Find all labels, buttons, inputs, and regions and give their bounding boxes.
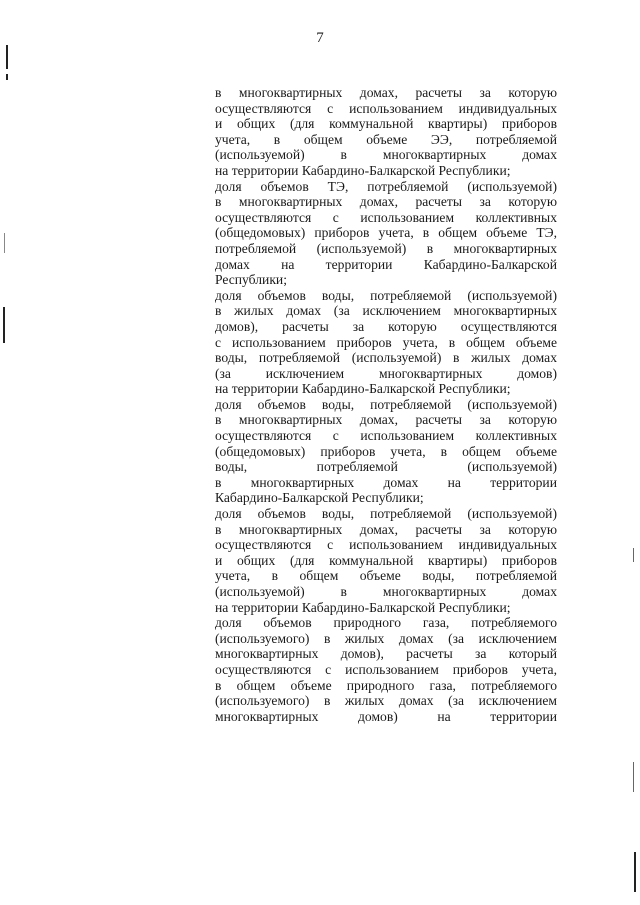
text-line: учета, в общем объеме воды, потребляемой: [215, 568, 557, 584]
page-number: 7: [316, 30, 324, 46]
text-line: в многоквартирных домах на территории: [215, 474, 557, 490]
text-line: в жилых домах (за исключением многоквартирных: [215, 303, 557, 319]
scan-mark-left-top: [6, 45, 8, 69]
text-line: учета, в общем объеме ЭЭ, потребляемой: [215, 131, 557, 147]
text-line: в многоквартирных домах, расчеты за которую: [215, 194, 557, 210]
text-line: Республики;: [215, 272, 287, 288]
text-line: домах на территории Кабардино-Балкарской: [215, 256, 557, 272]
text-line: воды, потребляемой (используемой) в жилых домах: [215, 350, 557, 366]
text-line: (используемого) в жилых домах (за исключением: [215, 693, 557, 709]
text-line: в многоквартирных домах, расчеты за которую: [215, 85, 557, 100]
text-line: доля объемов воды, потребляемой (используемой): [215, 396, 557, 412]
text-line: потребляемой (используемой) в многоквартирных: [215, 240, 557, 256]
text-line: (за исключением многоквартирных домов): [215, 365, 557, 381]
text-line: Кабардино-Балкарской Республики;: [215, 490, 424, 506]
scan-mark-right-3: [634, 852, 636, 892]
text-line: (общедомовых) приборов учета, в общем объеме: [215, 443, 557, 459]
text-line: многоквартирных домов) на территории: [215, 708, 557, 724]
text-line: доля объемов природного газа, потребляемого: [215, 615, 557, 631]
text-line: осуществляются с использованием приборов учета,: [215, 661, 557, 677]
text-line: (используемого) в жилых домах (за исключением: [215, 630, 557, 646]
text-line: доля объемов воды, потребляемой (используемой): [215, 506, 557, 522]
text-line: на территории Кабардино-Балкарской Республики;: [215, 599, 511, 615]
text-line: доля объемов воды, потребляемой (используемой): [215, 287, 557, 303]
scan-mark-right-2: [633, 762, 634, 792]
text-line: осуществляются с использованием индивидуальных: [215, 537, 557, 553]
body-text: [215, 85, 557, 724]
scan-mark-left-top-dot: [6, 74, 8, 80]
scan-mark-right-1: [633, 548, 634, 562]
text-line: и общих (для коммунальной квартиры) приборов: [215, 116, 557, 132]
text-line: воды, потребляемой (используемой): [215, 459, 557, 475]
scan-mark-left-low: [3, 307, 5, 343]
text-line: в общем объеме природного газа, потребляемого: [215, 677, 557, 693]
text-line: (используемой) в многоквартирных домах: [215, 584, 557, 599]
text-line: осуществляются с использованием коллективных: [215, 428, 557, 444]
text-line: в многоквартирных домах, расчеты за которую: [215, 412, 557, 428]
text-line: на территории Кабардино-Балкарской Республики;: [215, 381, 511, 397]
text-line: с использованием приборов учета, в общем объеме: [215, 334, 557, 350]
text-line: в многоквартирных домах, расчеты за которую: [215, 521, 557, 537]
text-line: (общедомовых) приборов учета, в общем объеме ТЭ,: [215, 225, 557, 241]
text-line: на территории Кабардино-Балкарской Республики;: [215, 162, 511, 178]
text-line: и общих (для коммунальной квартиры) приборов: [215, 552, 557, 568]
text-line: многоквартирных домов), расчеты за который: [215, 646, 557, 662]
text-line: (используемой) в многоквартирных домах: [215, 147, 557, 163]
text-line: осуществляются с использованием индивидуальных: [215, 100, 557, 116]
scan-mark-left-mid: [4, 233, 5, 253]
text-line: осуществляются с использованием коллективных: [215, 209, 557, 225]
text-line: домов), расчеты за которую осуществляются: [215, 318, 557, 334]
text-line: доля объемов ТЭ, потребляемой (используемой): [215, 178, 557, 194]
